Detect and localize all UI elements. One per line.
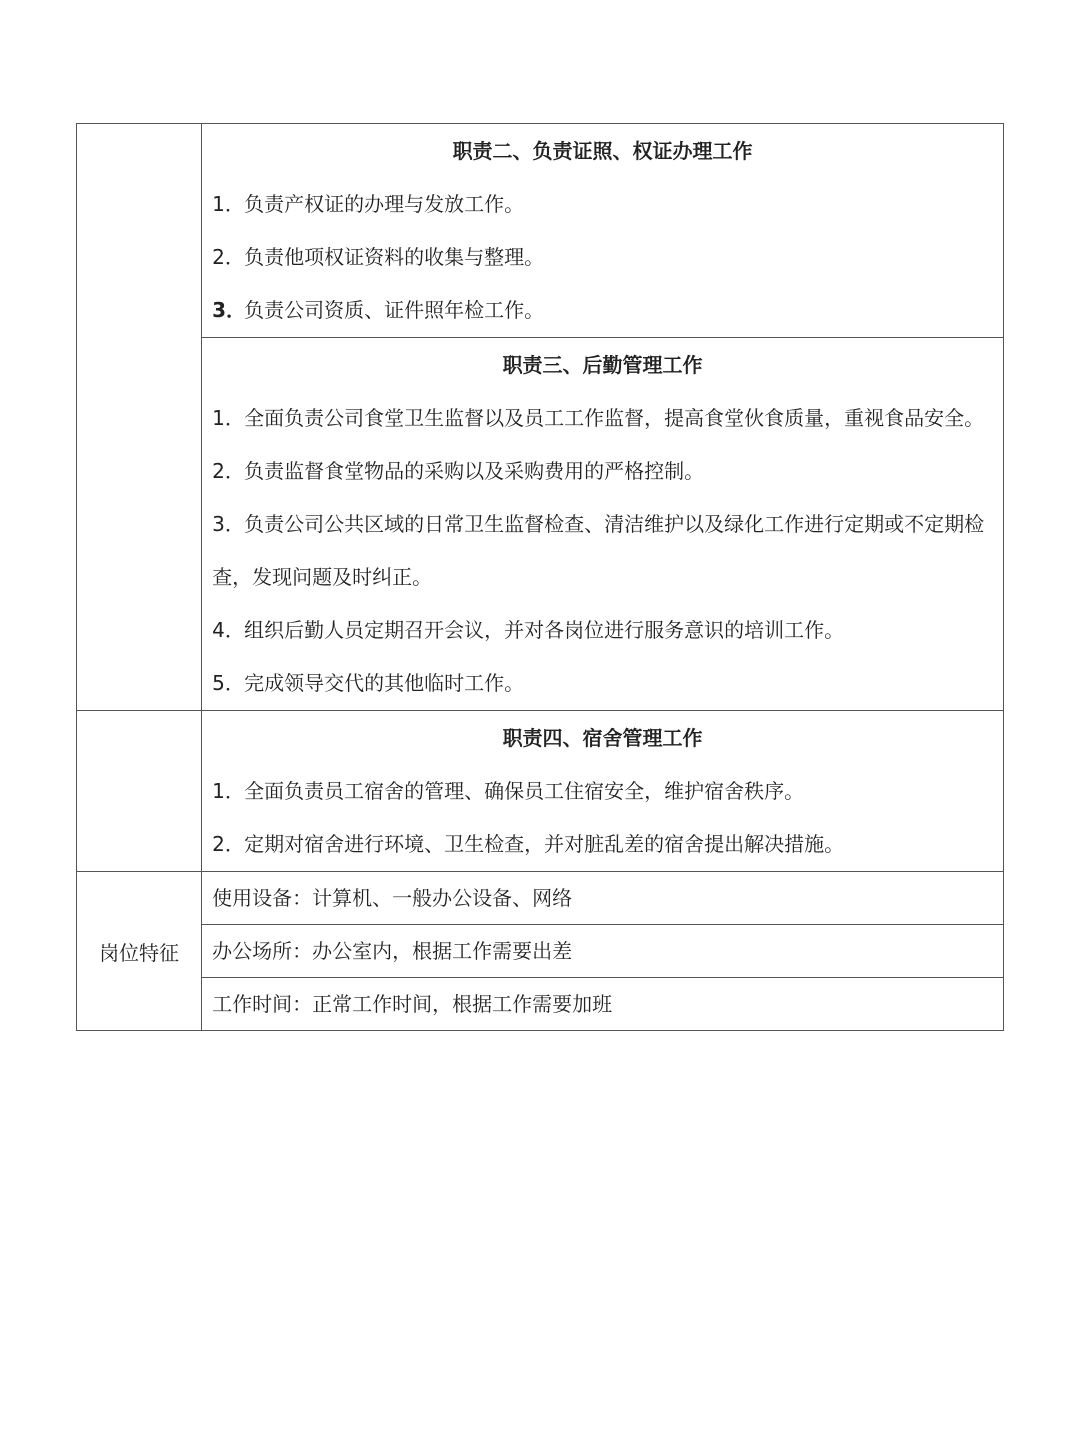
- duty2-item-3: 3．负责公司资质、证件照年检工作。: [212, 298, 545, 322]
- feature-worktime: 工作时间：正常工作时间，根据工作需要加班: [202, 978, 1004, 1031]
- duty2-block: [202, 124, 1004, 338]
- duty2-item-1: 1．负责产权证的办理与发放工作。: [212, 192, 525, 216]
- duty2-title: 职责二、负责证照、权证办理工作: [452, 139, 753, 163]
- duty4-block: [202, 711, 1004, 872]
- duty2-row: [77, 124, 1004, 338]
- duty3-title: 职责三、后勤管理工作: [502, 353, 703, 377]
- duty3-item-3-continued: 查，发现问题及时纠正。: [212, 565, 433, 589]
- duty4-item-2: 2．定期对宿舍进行环境、卫生检查，并对脏乱差的宿舍提出解决措施。: [212, 832, 845, 856]
- duty3-item-3: 3．负责公司公共区域的日常卫生监督检查、清洁维护以及绿化工作进行定期或不定期检: [212, 512, 985, 536]
- feature-row-1: [77, 872, 1004, 925]
- duty3-item-5: 5．完成领导交代的其他临时工作。: [212, 671, 525, 695]
- duty3-item-1: 1．全面负责公司食堂卫生监督以及员工工作监督，提高食堂伙食质量，重视食品安全。: [212, 406, 985, 430]
- duty4-item-1: 1．全面负责员工宿舍的管理、确保员工住宿安全，维护宿舍秩序。: [212, 779, 805, 803]
- duty3-item-4: 4．组织后勤人员定期召开会议，并对各岗位进行服务意识的培训工作。: [212, 618, 845, 642]
- duty4-row: [77, 711, 1004, 872]
- duty3-row: [77, 338, 1004, 711]
- job-description-table: [76, 123, 1004, 1031]
- duty4-title: 职责四、宿舍管理工作: [502, 726, 703, 750]
- duty3-item-2: 2．负责监督食堂物品的采购以及采购费用的严格控制。: [212, 459, 705, 483]
- empty-label-cell-1: [77, 124, 202, 711]
- empty-label-cell-2: [77, 711, 202, 872]
- feature-row-2: [77, 925, 1004, 978]
- features-label: 岗位特征: [77, 872, 202, 1031]
- feature-equipment: 使用设备：计算机、一般办公设备、网络: [202, 872, 1004, 925]
- feature-row-3: [77, 978, 1004, 1031]
- feature-workplace: 办公场所：办公室内，根据工作需要出差: [202, 925, 1004, 978]
- duty3-block: [202, 338, 1004, 711]
- duty2-item-2: 2．负责他项权证资料的收集与整理。: [212, 245, 545, 269]
